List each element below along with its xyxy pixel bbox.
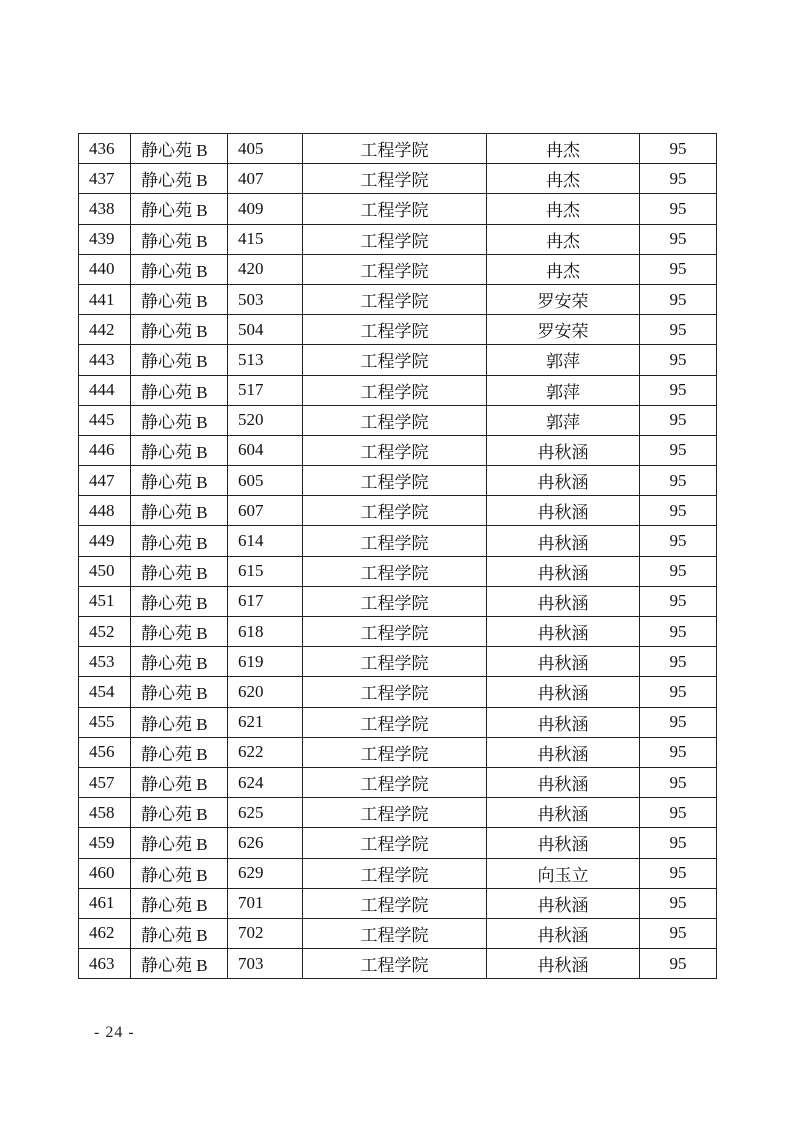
score-cell: 95 <box>640 647 717 677</box>
counselor-name-cell: 冉杰 <box>487 194 640 224</box>
building-name-cell: 静心苑 B <box>131 194 228 224</box>
row-index-cell: 460 <box>79 858 131 888</box>
building-name-cell: 静心苑 B <box>131 798 228 828</box>
score-cell: 95 <box>640 767 717 797</box>
counselor-name-cell: 冉秋涵 <box>487 586 640 616</box>
row-index-cell: 440 <box>79 254 131 284</box>
score-cell: 95 <box>640 405 717 435</box>
table-row <box>79 315 717 345</box>
building-name-cell: 静心苑 B <box>131 888 228 918</box>
table-row <box>79 949 717 979</box>
row-index-cell: 455 <box>79 707 131 737</box>
room-number-cell: 405 <box>228 134 303 164</box>
score-cell: 95 <box>640 284 717 314</box>
building-name-cell: 静心苑 B <box>131 315 228 345</box>
counselor-name-cell: 冉杰 <box>487 164 640 194</box>
row-index-cell: 456 <box>79 737 131 767</box>
table-row <box>79 798 717 828</box>
row-index-cell: 443 <box>79 345 131 375</box>
row-index-cell: 461 <box>79 888 131 918</box>
row-index-cell: 458 <box>79 798 131 828</box>
room-number-cell: 702 <box>228 918 303 948</box>
college-name-cell: 工程学院 <box>303 315 487 345</box>
college-name-cell: 工程学院 <box>303 164 487 194</box>
counselor-name-cell: 冉秋涵 <box>487 466 640 496</box>
dormitory-score-table <box>78 133 717 979</box>
college-name-cell: 工程学院 <box>303 556 487 586</box>
table-row <box>79 194 717 224</box>
college-name-cell: 工程学院 <box>303 858 487 888</box>
page-number: - 24 - <box>94 1024 135 1041</box>
building-name-cell: 静心苑 B <box>131 254 228 284</box>
score-cell: 95 <box>640 556 717 586</box>
room-number-cell: 629 <box>228 858 303 888</box>
building-name-cell: 静心苑 B <box>131 345 228 375</box>
counselor-name-cell: 冉秋涵 <box>487 798 640 828</box>
building-name-cell: 静心苑 B <box>131 164 228 194</box>
college-name-cell: 工程学院 <box>303 949 487 979</box>
table-row <box>79 767 717 797</box>
college-name-cell: 工程学院 <box>303 284 487 314</box>
building-name-cell: 静心苑 B <box>131 918 228 948</box>
row-index-cell: 450 <box>79 556 131 586</box>
table-row <box>79 435 717 465</box>
table-row <box>79 918 717 948</box>
building-name-cell: 静心苑 B <box>131 375 228 405</box>
college-name-cell: 工程学院 <box>303 828 487 858</box>
score-cell: 95 <box>640 707 717 737</box>
room-number-cell: 503 <box>228 284 303 314</box>
table-row <box>79 254 717 284</box>
table-row <box>79 405 717 435</box>
row-index-cell: 459 <box>79 828 131 858</box>
building-name-cell: 静心苑 B <box>131 707 228 737</box>
building-name-cell: 静心苑 B <box>131 858 228 888</box>
college-name-cell: 工程学院 <box>303 617 487 647</box>
college-name-cell: 工程学院 <box>303 375 487 405</box>
score-cell: 95 <box>640 466 717 496</box>
college-name-cell: 工程学院 <box>303 405 487 435</box>
room-number-cell: 620 <box>228 677 303 707</box>
table-body <box>79 134 717 979</box>
counselor-name-cell: 冉秋涵 <box>487 918 640 948</box>
college-name-cell: 工程学院 <box>303 194 487 224</box>
score-cell: 95 <box>640 526 717 556</box>
room-number-cell: 701 <box>228 888 303 918</box>
room-number-cell: 615 <box>228 556 303 586</box>
building-name-cell: 静心苑 B <box>131 556 228 586</box>
counselor-name-cell: 冉秋涵 <box>487 949 640 979</box>
building-name-cell: 静心苑 B <box>131 737 228 767</box>
college-name-cell: 工程学院 <box>303 134 487 164</box>
counselor-name-cell: 冉秋涵 <box>487 767 640 797</box>
college-name-cell: 工程学院 <box>303 586 487 616</box>
table-row <box>79 526 717 556</box>
row-index-cell: 463 <box>79 949 131 979</box>
table-row <box>79 737 717 767</box>
row-index-cell: 447 <box>79 466 131 496</box>
college-name-cell: 工程学院 <box>303 798 487 828</box>
row-index-cell: 453 <box>79 647 131 677</box>
score-cell: 95 <box>640 224 717 254</box>
room-number-cell: 619 <box>228 647 303 677</box>
building-name-cell: 静心苑 B <box>131 617 228 647</box>
row-index-cell: 454 <box>79 677 131 707</box>
college-name-cell: 工程学院 <box>303 677 487 707</box>
table-row <box>79 617 717 647</box>
room-number-cell: 415 <box>228 224 303 254</box>
building-name-cell: 静心苑 B <box>131 767 228 797</box>
room-number-cell: 703 <box>228 949 303 979</box>
building-name-cell: 静心苑 B <box>131 435 228 465</box>
table-row <box>79 466 717 496</box>
counselor-name-cell: 冉秋涵 <box>487 556 640 586</box>
row-index-cell: 448 <box>79 496 131 526</box>
row-index-cell: 451 <box>79 586 131 616</box>
counselor-name-cell: 冉秋涵 <box>487 677 640 707</box>
room-number-cell: 604 <box>228 435 303 465</box>
table-row <box>79 858 717 888</box>
room-number-cell: 513 <box>228 345 303 375</box>
room-number-cell: 409 <box>228 194 303 224</box>
row-index-cell: 439 <box>79 224 131 254</box>
room-number-cell: 618 <box>228 617 303 647</box>
room-number-cell: 614 <box>228 526 303 556</box>
building-name-cell: 静心苑 B <box>131 586 228 616</box>
counselor-name-cell: 向玉立 <box>487 858 640 888</box>
room-number-cell: 420 <box>228 254 303 284</box>
score-cell: 95 <box>640 134 717 164</box>
counselor-name-cell: 罗安荣 <box>487 315 640 345</box>
college-name-cell: 工程学院 <box>303 767 487 797</box>
room-number-cell: 624 <box>228 767 303 797</box>
room-number-cell: 517 <box>228 375 303 405</box>
building-name-cell: 静心苑 B <box>131 949 228 979</box>
counselor-name-cell: 冉秋涵 <box>487 435 640 465</box>
row-index-cell: 437 <box>79 164 131 194</box>
counselor-name-cell: 郭萍 <box>487 345 640 375</box>
college-name-cell: 工程学院 <box>303 466 487 496</box>
score-cell: 95 <box>640 345 717 375</box>
building-name-cell: 静心苑 B <box>131 134 228 164</box>
score-cell: 95 <box>640 677 717 707</box>
row-index-cell: 449 <box>79 526 131 556</box>
score-cell: 95 <box>640 586 717 616</box>
college-name-cell: 工程学院 <box>303 526 487 556</box>
building-name-cell: 静心苑 B <box>131 405 228 435</box>
building-name-cell: 静心苑 B <box>131 496 228 526</box>
room-number-cell: 504 <box>228 315 303 345</box>
score-cell: 95 <box>640 496 717 526</box>
score-cell: 95 <box>640 737 717 767</box>
building-name-cell: 静心苑 B <box>131 828 228 858</box>
room-number-cell: 626 <box>228 828 303 858</box>
college-name-cell: 工程学院 <box>303 918 487 948</box>
table-row <box>79 224 717 254</box>
counselor-name-cell: 冉秋涵 <box>487 496 640 526</box>
room-number-cell: 520 <box>228 405 303 435</box>
room-number-cell: 607 <box>228 496 303 526</box>
building-name-cell: 静心苑 B <box>131 224 228 254</box>
score-cell: 95 <box>640 435 717 465</box>
room-number-cell: 617 <box>228 586 303 616</box>
building-name-cell: 静心苑 B <box>131 677 228 707</box>
college-name-cell: 工程学院 <box>303 888 487 918</box>
table-row <box>79 677 717 707</box>
counselor-name-cell: 冉秋涵 <box>487 828 640 858</box>
counselor-name-cell: 冉秋涵 <box>487 526 640 556</box>
table-row <box>79 828 717 858</box>
table-row <box>79 707 717 737</box>
college-name-cell: 工程学院 <box>303 435 487 465</box>
room-number-cell: 625 <box>228 798 303 828</box>
score-cell: 95 <box>640 858 717 888</box>
score-cell: 95 <box>640 164 717 194</box>
table-row <box>79 556 717 586</box>
table-row <box>79 496 717 526</box>
score-cell: 95 <box>640 375 717 405</box>
room-number-cell: 407 <box>228 164 303 194</box>
score-cell: 95 <box>640 315 717 345</box>
row-index-cell: 436 <box>79 134 131 164</box>
row-index-cell: 442 <box>79 315 131 345</box>
college-name-cell: 工程学院 <box>303 707 487 737</box>
college-name-cell: 工程学院 <box>303 224 487 254</box>
counselor-name-cell: 冉秋涵 <box>487 737 640 767</box>
score-cell: 95 <box>640 949 717 979</box>
table-row <box>79 345 717 375</box>
counselor-name-cell: 郭萍 <box>487 405 640 435</box>
room-number-cell: 605 <box>228 466 303 496</box>
row-index-cell: 446 <box>79 435 131 465</box>
college-name-cell: 工程学院 <box>303 647 487 677</box>
counselor-name-cell: 冉杰 <box>487 134 640 164</box>
row-index-cell: 445 <box>79 405 131 435</box>
row-index-cell: 444 <box>79 375 131 405</box>
score-cell: 95 <box>640 828 717 858</box>
score-cell: 95 <box>640 918 717 948</box>
row-index-cell: 452 <box>79 617 131 647</box>
counselor-name-cell: 冉秋涵 <box>487 617 640 647</box>
college-name-cell: 工程学院 <box>303 496 487 526</box>
row-index-cell: 438 <box>79 194 131 224</box>
counselor-name-cell: 冉杰 <box>487 254 640 284</box>
room-number-cell: 621 <box>228 707 303 737</box>
table-row <box>79 647 717 677</box>
table-row <box>79 134 717 164</box>
building-name-cell: 静心苑 B <box>131 284 228 314</box>
college-name-cell: 工程学院 <box>303 737 487 767</box>
table-row <box>79 284 717 314</box>
building-name-cell: 静心苑 B <box>131 647 228 677</box>
counselor-name-cell: 冉杰 <box>487 224 640 254</box>
room-number-cell: 622 <box>228 737 303 767</box>
table-row <box>79 164 717 194</box>
table-row <box>79 375 717 405</box>
score-cell: 95 <box>640 254 717 284</box>
building-name-cell: 静心苑 B <box>131 526 228 556</box>
score-cell: 95 <box>640 617 717 647</box>
college-name-cell: 工程学院 <box>303 345 487 375</box>
counselor-name-cell: 罗安荣 <box>487 284 640 314</box>
table-row <box>79 888 717 918</box>
counselor-name-cell: 冉秋涵 <box>487 647 640 677</box>
counselor-name-cell: 郭萍 <box>487 375 640 405</box>
score-cell: 95 <box>640 888 717 918</box>
counselor-name-cell: 冉秋涵 <box>487 707 640 737</box>
score-cell: 95 <box>640 194 717 224</box>
row-index-cell: 441 <box>79 284 131 314</box>
row-index-cell: 462 <box>79 918 131 948</box>
counselor-name-cell: 冉秋涵 <box>487 888 640 918</box>
college-name-cell: 工程学院 <box>303 254 487 284</box>
score-cell: 95 <box>640 798 717 828</box>
table-row <box>79 586 717 616</box>
building-name-cell: 静心苑 B <box>131 466 228 496</box>
row-index-cell: 457 <box>79 767 131 797</box>
